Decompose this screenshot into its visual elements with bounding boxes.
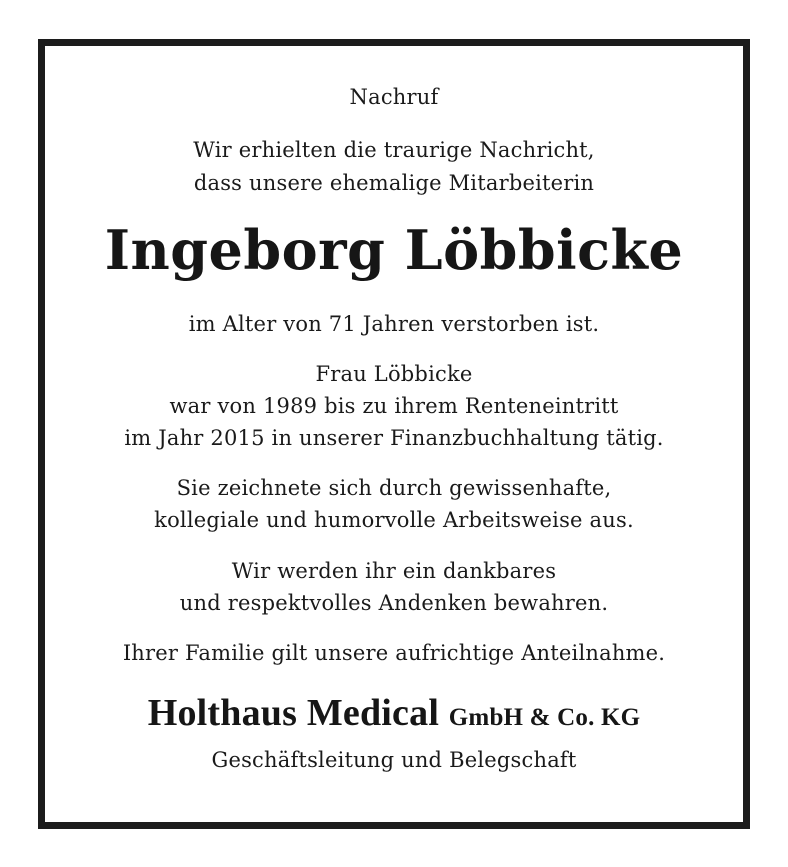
character-line-1: Sie zeichnete sich durch gewissenhafte, — [176, 476, 612, 500]
deceased-name: Ingeborg Löbbicke — [104, 218, 684, 282]
signature-line: Geschäftsleitung und Belegschaft — [211, 748, 577, 772]
intro-line-2: dass unsere ehemalige Mitarbeiterin — [193, 171, 595, 195]
career-line-2: war von 1989 bis zu ihrem Renteneintritt — [169, 394, 619, 418]
company-name: Holthaus Medical — [147, 692, 440, 734]
character-line-2: kollegiale und humorvolle Arbeitsweise aus. — [154, 508, 634, 532]
company-legal-suffix: GmbH & Co. KG — [448, 704, 641, 731]
condolence-line: Ihrer Familie gilt unsere aufrichtige Anteilnahme. — [122, 641, 666, 665]
memory-line-1: Wir werden ihr ein dankbares — [231, 559, 557, 583]
intro-line-1: Wir erhielten die traurige Nachricht, — [193, 138, 595, 162]
career-line-1: Frau Löbbicke — [315, 362, 473, 386]
obituary-heading: Nachruf — [349, 85, 439, 109]
memory-line-2: und respektvolles Andenken bewahren. — [179, 591, 609, 615]
company-name-line — [45, 690, 743, 741]
age-line: im Alter von 71 Jahren verstorben ist. — [188, 312, 600, 336]
obituary-frame — [38, 39, 750, 829]
career-line-3: im Jahr 2015 in unserer Finanzbuchhaltung tätig. — [124, 426, 664, 450]
